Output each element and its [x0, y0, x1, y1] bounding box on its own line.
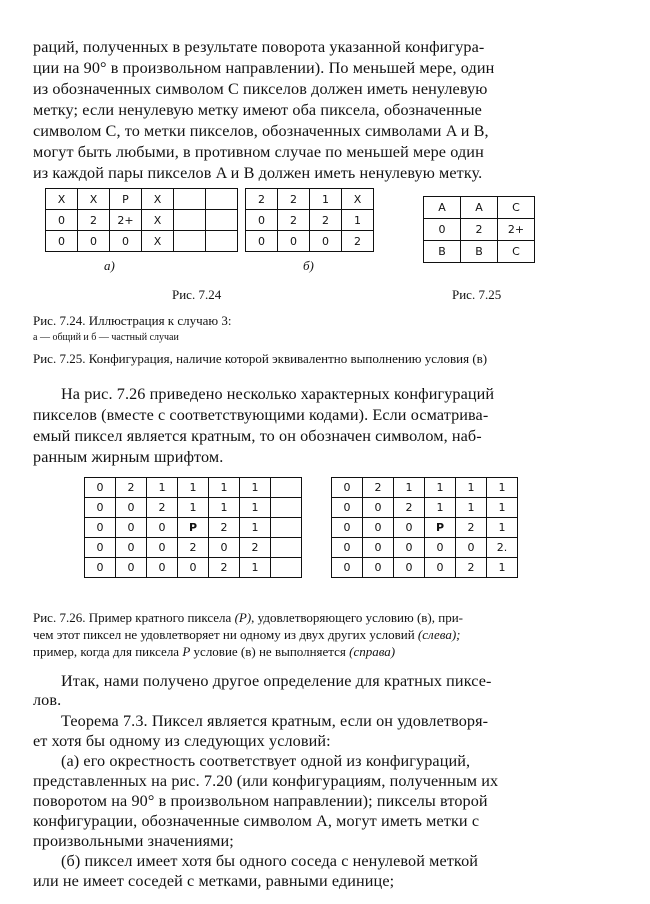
grid-cell: 2 — [147, 498, 178, 518]
grid-cell: 0 — [246, 231, 278, 252]
text-line: лов. — [33, 691, 62, 709]
grid-cell: 1 — [487, 558, 518, 578]
grid-cell: 0 — [147, 558, 178, 578]
grid-cell-empty — [174, 210, 206, 231]
grid-cell: 2 — [278, 210, 310, 231]
text-line: или не имеет соседей с метками, равными единице; — [33, 872, 395, 890]
grid-cell: 0 — [394, 538, 425, 558]
grid-cell: X — [142, 231, 174, 252]
grid-cell: P — [110, 189, 142, 210]
grid-cell-empty — [271, 558, 302, 578]
text-line: ранным жирным шрифтом. — [33, 448, 224, 466]
grid-cell: 0 — [425, 558, 456, 578]
grid-cell: 1 — [456, 498, 487, 518]
text-line: произвольными значениями; — [33, 832, 234, 850]
text-line: Итак, нами получено другое определение для кратных пиксе- — [61, 672, 492, 690]
grid-cell: X — [78, 189, 110, 210]
grid-cell: 2 — [209, 558, 240, 578]
grid-cell: 0 — [310, 231, 342, 252]
caption-7-24-sub: а — общий и б — частный случаи — [33, 332, 179, 343]
grid-cell: 1 — [342, 210, 374, 231]
grid-cell: 0 — [116, 558, 147, 578]
grid-cell: 1 — [209, 498, 240, 518]
grid-cell: C — [498, 241, 535, 263]
grid-cell: 0 — [85, 518, 116, 538]
grid-cell: 2+ — [110, 210, 142, 231]
text-line: могут быть любыми, в противном случае по меньшей мере один — [33, 143, 484, 161]
grid-cell-empty — [206, 210, 238, 231]
grid-cell: 1 — [240, 478, 271, 498]
grid-cell: 2 — [278, 189, 310, 210]
grid-cell-empty — [271, 538, 302, 558]
grid-cell: B — [424, 241, 461, 263]
grid-cell-empty — [271, 498, 302, 518]
grid-cell: 1 — [209, 478, 240, 498]
grid-cell: 0 — [110, 231, 142, 252]
grid-cell: X — [142, 210, 174, 231]
grid-cell: 1 — [240, 518, 271, 538]
grid-cell: 0 — [363, 518, 394, 538]
grid-cell-empty — [206, 189, 238, 210]
grid-cell: 1 — [394, 478, 425, 498]
grid-cell: 0 — [116, 498, 147, 518]
grid-cell: 1 — [487, 498, 518, 518]
grid-cell: 0 — [278, 231, 310, 252]
grid-cell: 2 — [310, 210, 342, 231]
figure-7-26-left-grid — [84, 477, 302, 578]
grid-cell: 0 — [332, 518, 363, 538]
text-line: ет хотя бы одному из следующих условий: — [33, 732, 331, 750]
grid-cell-empty — [271, 478, 302, 498]
caption-7-24: Рис. 7.24. Иллюстрация к случаю 3: — [33, 313, 232, 328]
grid-cell: 0 — [116, 518, 147, 538]
grid-cell-empty — [174, 189, 206, 210]
caption-line: Рис. 7.26. Пример кратного пиксела (P), удовлетворяющего условию (в), при- — [33, 610, 464, 625]
text-line: метку; если ненулевую метку имеют оба пиксела, обозначенные — [33, 101, 482, 119]
grid-cell: 2 — [342, 231, 374, 252]
grid-cell: 1 — [240, 498, 271, 518]
grid-cell: 0 — [78, 231, 110, 252]
grid-cell: X — [142, 189, 174, 210]
grid-cell: 2 — [178, 538, 209, 558]
text-line: из каждой пары пикселов A и B должен иметь ненулевую метку. — [33, 164, 483, 182]
text-line: емый пиксел является кратным, то он обозначен символом, наб- — [33, 427, 482, 445]
caption-line: пример, когда для пиксела P условие (в) не выполняется (справа) — [33, 644, 396, 659]
grid-cell: X — [46, 189, 78, 210]
grid-cell: 0 — [209, 538, 240, 558]
grid-cell: 1 — [240, 558, 271, 578]
figure-7-24b-grid — [245, 188, 374, 252]
grid-cell: 1 — [310, 189, 342, 210]
grid-cell: 0 — [424, 219, 461, 241]
grid-cell: 1 — [147, 478, 178, 498]
figure-7-24a-label: а) — [104, 258, 115, 273]
grid-cell: 1 — [487, 478, 518, 498]
figure-7-24b-label: б) — [303, 258, 314, 273]
grid-cell: 0 — [332, 478, 363, 498]
grid-cell: 0 — [46, 210, 78, 231]
grid-cell: 0 — [178, 558, 209, 578]
grid-cell: 0 — [147, 518, 178, 538]
grid-cell: 0 — [85, 478, 116, 498]
text-line: символом C, то метки пикселов, обозначенных символами A и B, — [33, 122, 489, 140]
grid-cell: 2 — [78, 210, 110, 231]
grid-cell: 0 — [394, 558, 425, 578]
grid-cell-empty — [206, 231, 238, 252]
text-line: (б) пиксел имеет хотя бы одного соседа с ненулевой меткой — [61, 852, 479, 870]
grid-cell: 1 — [487, 518, 518, 538]
figure-7-24-caption: Рис. 7.24 — [172, 287, 222, 302]
grid-cell: 0 — [332, 558, 363, 578]
grid-cell: 2 — [461, 219, 498, 241]
grid-cell: 2 — [456, 558, 487, 578]
grid-cell: 2 — [456, 518, 487, 538]
figure-7-25-grid — [423, 196, 535, 263]
text-line: На рис. 7.26 приведено несколько характерных конфигураций — [61, 385, 495, 403]
grid-cell: B — [461, 241, 498, 263]
text-line: поворотом на 90° в произвольном направлении); пикселы второй — [33, 792, 488, 810]
grid-cell: 0 — [332, 498, 363, 518]
grid-cell: 2 — [246, 189, 278, 210]
figure-7-25-caption: Рис. 7.25 — [452, 287, 502, 302]
text-line: пикселов (вместе с соответствующими кодами). Если осматрива- — [33, 406, 489, 424]
grid-cell: 2+ — [498, 219, 535, 241]
grid-cell: 0 — [363, 558, 394, 578]
grid-cell: X — [342, 189, 374, 210]
text-line: раций, полученных в результате поворота указанной конфигура- — [33, 38, 485, 56]
text-line: ции на 90° в произвольном направлении). По меньшей мере, один — [33, 59, 495, 77]
grid-cell: P — [425, 518, 456, 538]
grid-cell: 0 — [394, 518, 425, 538]
text-line: конфигурации, обозначенные символом A, могут иметь метки с — [33, 812, 480, 830]
grid-cell: 2 — [394, 498, 425, 518]
text-line: (а) его окрестность соответствует одной из конфигураций, — [61, 752, 471, 770]
grid-cell: 0 — [363, 498, 394, 518]
caption-7-25: Рис. 7.25. Конфигурация, наличие которой эквивалентно выполнению условия (в) — [33, 351, 488, 366]
grid-cell: 0 — [116, 538, 147, 558]
grid-cell: 2. — [487, 538, 518, 558]
grid-cell: 1 — [456, 478, 487, 498]
figure-7-26-right-grid — [331, 477, 518, 578]
grid-cell: 1 — [425, 478, 456, 498]
grid-cell: 1 — [425, 498, 456, 518]
grid-cell: 0 — [147, 538, 178, 558]
grid-cell: 0 — [363, 538, 394, 558]
grid-cell: A — [461, 197, 498, 219]
grid-cell: 1 — [178, 498, 209, 518]
grid-cell: C — [498, 197, 535, 219]
text-line: Теорема 7.3. Пиксел является кратным, если он удовлетворя- — [61, 712, 489, 730]
grid-cell: 0 — [46, 231, 78, 252]
grid-cell: 0 — [85, 558, 116, 578]
grid-cell: A — [424, 197, 461, 219]
grid-cell-empty — [271, 518, 302, 538]
text-line: представленных на рис. 7.20 (или конфигурациям, полученным их — [33, 772, 499, 790]
grid-cell: 0 — [425, 538, 456, 558]
grid-cell: 2 — [116, 478, 147, 498]
grid-cell: 0 — [85, 538, 116, 558]
grid-cell: 0 — [85, 498, 116, 518]
grid-cell: 0 — [332, 538, 363, 558]
grid-cell: 2 — [209, 518, 240, 538]
grid-cell: 0 — [456, 538, 487, 558]
grid-cell-empty — [174, 231, 206, 252]
figure-7-24a-grid — [45, 188, 238, 252]
text-line: из обозначенных символом C пикселов должен иметь ненулевую — [33, 80, 488, 98]
caption-line: чем этот пиксел не удовлетворяет ни одному из двух других условий (слева); — [33, 627, 461, 642]
grid-cell: 2 — [240, 538, 271, 558]
grid-cell: P — [178, 518, 209, 538]
grid-cell: 2 — [363, 478, 394, 498]
grid-cell: 0 — [246, 210, 278, 231]
grid-cell: 1 — [178, 478, 209, 498]
